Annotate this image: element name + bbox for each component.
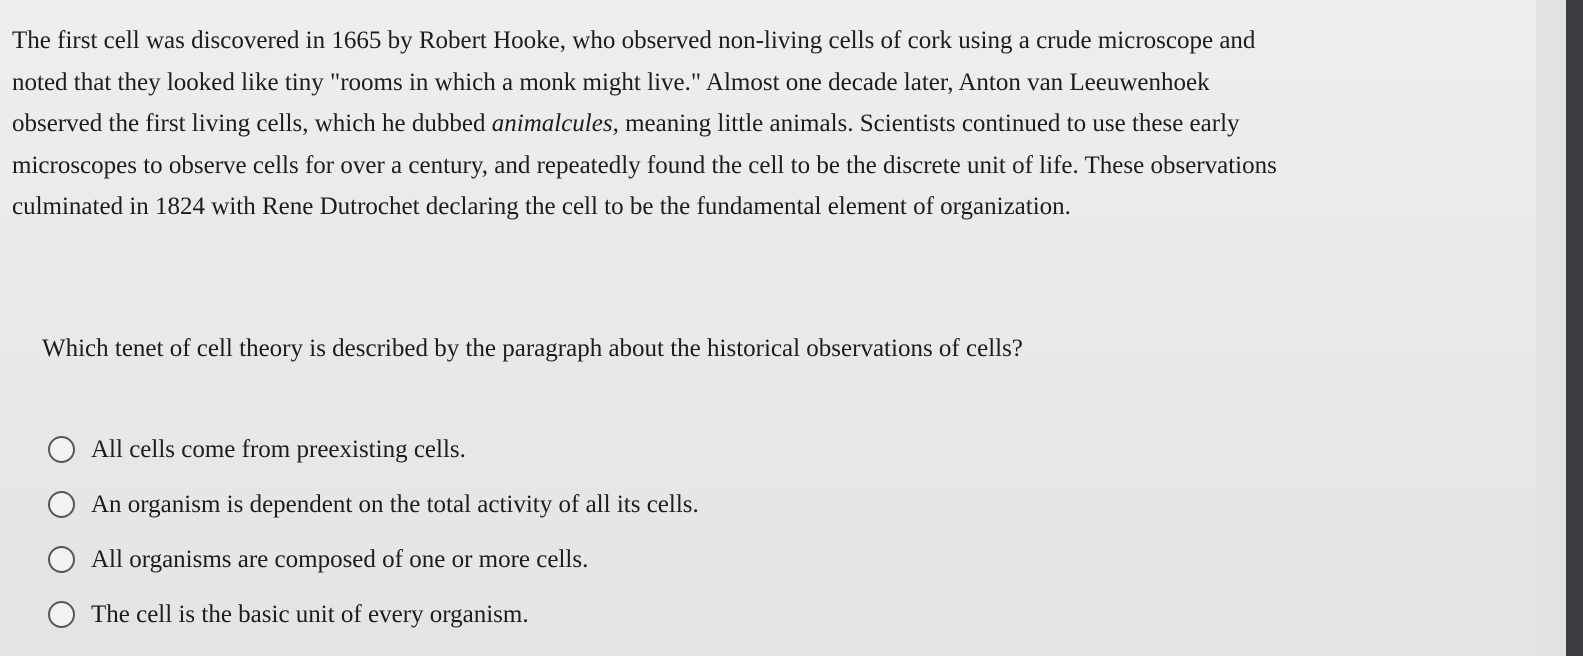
passage-text: observed the first living cells, which he dubbed [12,110,492,137]
question-prompt: Which tenet of cell theory is described by the paragraph about the historical observations of cells? [42,335,1023,362]
answer-option-2[interactable] [48,477,699,532]
answer-option-4[interactable] [48,587,699,642]
radio-button-icon[interactable] [48,601,75,628]
passage-italic-term: animalcules [491,110,613,137]
answer-option-label[interactable]: All cells come from preexisting cells. [91,435,466,463]
passage-text: , meaning little animals. Scientists continued to use these early [612,110,1240,137]
passage-line: microscopes to observe cells for over a century, and repeatedly found the cell to be the discrete unit of life. These observations [12,151,1277,179]
radio-button-icon[interactable] [48,491,75,518]
radio-button-icon[interactable] [48,546,75,573]
passage-line [12,103,1512,145]
answer-option-label[interactable]: All organisms are composed of one or more cells. [91,545,589,573]
radio-button-icon[interactable] [48,436,75,463]
answer-option-label[interactable]: The cell is the basic unit of every organism. [91,600,529,628]
answer-option-3[interactable] [48,532,699,587]
monitor-edge [1566,0,1583,656]
passage-line: The first cell was discovered in 1665 by Robert Hooke, who observed non-living cells of cork using a crude microscope and [12,27,1256,54]
answer-option-label[interactable]: An organism is dependent on the total activity of all its cells. [91,490,699,518]
screen-bezel [1536,0,1566,656]
passage-line: culminated in 1824 with Rene Dutrochet declaring the cell to be the fundamental element of organization. [12,193,1071,220]
reading-passage [12,20,1512,228]
answer-options [48,422,699,642]
answer-option-1[interactable] [48,422,699,477]
passage-line: noted that they looked like tiny "rooms in which a monk might live." Almost one decade later, Anton van Leeuwenhoek [12,68,1210,96]
